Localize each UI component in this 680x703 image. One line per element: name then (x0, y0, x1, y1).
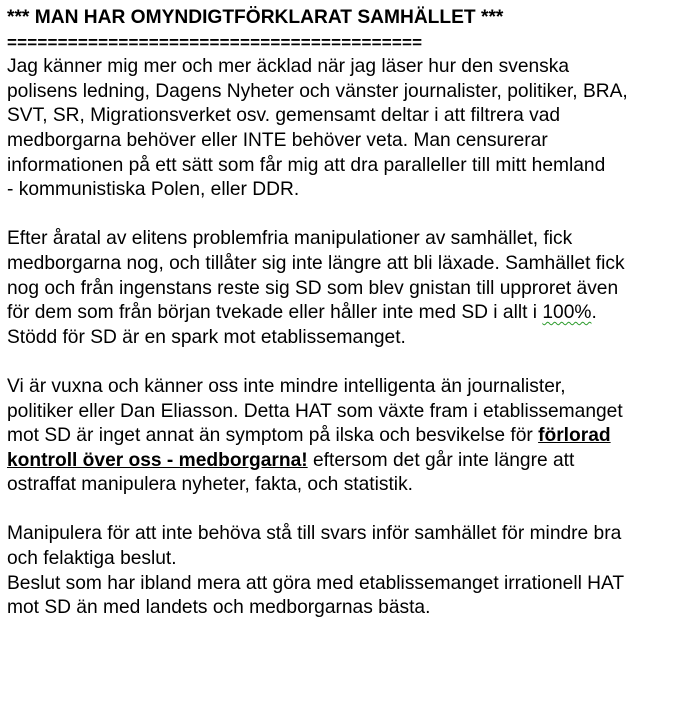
emphasized-text: förlorad (538, 425, 611, 447)
emphasized-text: kontroll över oss - medborgarna! (7, 449, 308, 471)
paragraph-2 (7, 227, 675, 350)
text-line (7, 424, 675, 449)
text-line: Stödd för SD är en spark mot etablissemanget. (7, 326, 406, 348)
text-line: SVT, SR, Migrationsverket osv. gemensamt deltar i att filtrera vad (7, 105, 561, 127)
paragraph-gap (7, 350, 675, 375)
text-segment: mot SD är inget annat än symptom på ilska och besvikelse för (7, 425, 539, 447)
text-line: polisens ledning, Dagens Nyheter och vänster journalister, politiker, BRA, (7, 80, 628, 102)
text-line: Manipulera för att inte behöva stå till svars inför samhället för mindre bra (7, 523, 622, 545)
text-line: Jag känner mig mer och mer äcklad när jag läser hur den svenska (7, 56, 570, 78)
paragraph-gap (7, 498, 675, 523)
text-segment: för dem som från början tvekade eller håller inte med SD i allt i (7, 302, 543, 324)
text-segment: . (591, 302, 597, 324)
paragraph-1 (7, 55, 675, 203)
text-line: mot SD än med landets och medborgarnas bästa. (7, 597, 431, 619)
spellcheck-flagged-word[interactable]: 100% (542, 302, 592, 324)
text-line: - kommunistiska Polen, eller DDR. (7, 179, 300, 201)
title-rule: ========================================= (7, 32, 423, 52)
text-line: nog och från ingenstans reste sig SD som blev gnistan till upproret även (7, 277, 619, 299)
text-line: ostraffat manipulera nyheter, fakta, och statistik. (7, 474, 413, 496)
text-line (7, 449, 675, 474)
text-segment: eftersom det går inte längre att (307, 449, 575, 471)
paragraph-gap (7, 203, 675, 228)
text-line: informationen på ett sätt som får mig att dra paralleller till mitt hemland (7, 154, 606, 176)
text-line: medborgarna behöver eller INTE behöver veta. Man censurerar (7, 129, 548, 151)
paragraph-4 (7, 522, 675, 620)
text-line (7, 301, 675, 326)
text-line: politiker eller Dan Eliasson. Detta HAT som växte fram i etablissemanget (7, 400, 623, 422)
text-line: medborgarna nog, och tillåter sig inte längre att bli läxade. Samhället fick (7, 252, 625, 274)
paragraph-3 (7, 375, 675, 498)
document (7, 6, 675, 621)
text-line: Vi är vuxna och känner oss inte mindre intelligenta än journalister, (7, 375, 566, 397)
text-line: Beslut som har ibland mera att göra med etablissemanget irrationell HAT (7, 572, 625, 594)
text-line: Efter åratal av elitens problemfria manipulationer av samhället, fick (7, 228, 573, 250)
document-title: *** MAN HAR OMYNDIGTFÖRKLARAT SAMHÄLLET *** (7, 7, 504, 28)
text-line: och felaktiga beslut. (7, 548, 177, 570)
